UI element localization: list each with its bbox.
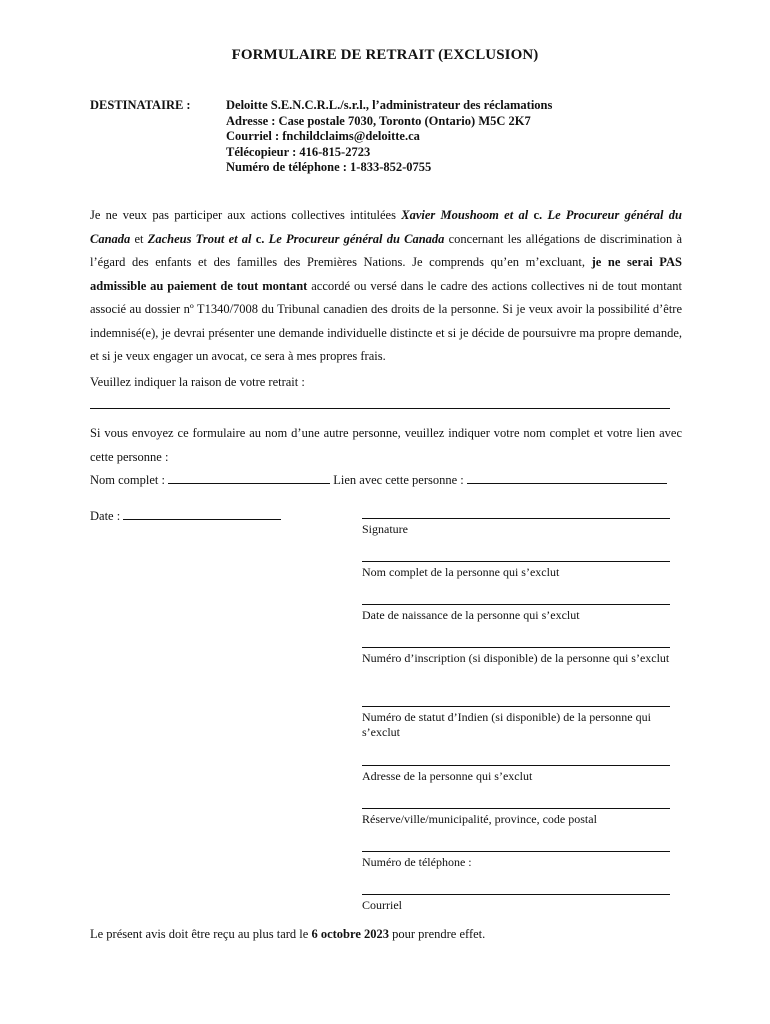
page-title: FORMULAIRE DE RETRAIT (EXCLUSION) <box>231 47 539 63</box>
reason-input-line[interactable] <box>90 408 670 409</box>
birth-date-line[interactable] <box>362 604 670 605</box>
recipient-phone: Numéro de téléphone : 1-833-852-0755 <box>226 160 432 174</box>
case-defendant-2: Le Procureur général du Canada <box>268 231 445 246</box>
full-name-excluded-label: Nom complet de la personne qui s’exclut <box>362 565 560 579</box>
city-province-label: Réserve/ville/municipalité, province, code postal <box>362 812 597 826</box>
date-label: Date : <box>90 509 121 523</box>
statement-bold-warning: je ne serai PAS admissible au paiement de tout montant <box>90 255 682 293</box>
recipient-fax: Télécopieur : 416-815-2723 <box>226 144 371 159</box>
statement-text-1: Je ne veux pas participer aux actions collectives intitulées <box>90 208 402 222</box>
deadline-date: 6 octobre 2023 <box>311 927 389 941</box>
address-label: Adresse de la personne qui s’exclut <box>362 769 533 783</box>
statement-text-2: et <box>130 231 148 246</box>
deadline-text-post: pour prendre effet. <box>389 927 486 941</box>
case-versus-1: c. <box>528 208 548 222</box>
birth-date-label: Date de naissance de la personne qui s’exclut <box>362 608 580 622</box>
full-name-input-line[interactable] <box>168 472 330 484</box>
phone-number-line[interactable] <box>362 851 670 852</box>
indian-status-number-label: Numéro de statut d’Indien (si disponible) de la personne qui s’exclut <box>362 710 651 739</box>
case-defendant-1: Le Procureur général du Canada <box>90 208 683 246</box>
date-row <box>90 508 281 524</box>
case-versus-2: c. <box>251 231 269 246</box>
case-name-2: Zacheus Trout et al <box>147 231 252 246</box>
exclusion-statement <box>90 204 682 369</box>
relation-label: Lien avec cette personne : <box>333 473 464 487</box>
recipient-name: Deloitte S.E.N.C.R.L./s.r.l., l’administrateur des réclamations <box>226 98 553 112</box>
address-line[interactable] <box>362 765 670 766</box>
email-line[interactable] <box>362 894 670 895</box>
city-province-line[interactable] <box>362 808 670 809</box>
statement-text-4: accordé ou versé dans le cadre des actions collectives ni de tout montant associé au dossier nº T1340/7008 du Tribunal canadien des droits de la personne. Si je veux avoir la possibilité d’être indemnisé(e), je devrai présenter une demande individuelle distincte et si je décide de poursuivre ma propre demande, et si je veux engager un avocat, ce sera à mes propres frais. <box>90 278 683 363</box>
relation-input-line[interactable] <box>467 472 667 484</box>
statement-text-3: concernant les allégations de discrimination à l’égard des enfants et des familles des Premières Nations. Je comprends qu’en m’excluant, <box>90 231 682 269</box>
signature-line[interactable] <box>362 518 670 519</box>
proxy-prompt: Si vous envoyez ce formulaire au nom d’une autre personne, veuillez indiquer votre nom complet et votre lien avec cette personne : <box>90 426 682 464</box>
indian-status-number-line[interactable] <box>362 706 670 707</box>
proxy-row <box>90 472 667 488</box>
deadline-notice <box>90 927 485 942</box>
registration-number-label: Numéro d’inscription (si disponible) de la personne qui s’exclut <box>362 651 670 665</box>
recipient-label: DESTINATAIRE : <box>90 98 191 112</box>
reason-prompt: Veuillez indiquer la raison de votre retrait : <box>90 375 305 389</box>
deadline-text-pre: Le présent avis doit être reçu au plus tard le <box>90 927 312 941</box>
full-name-excluded-line[interactable] <box>362 561 670 562</box>
recipient-block <box>226 98 552 176</box>
full-name-label: Nom complet : <box>90 473 165 487</box>
email-label: Courriel <box>362 898 402 912</box>
recipient-address: Adresse : Case postale 7030, Toronto (Ontario) M5C 2K7 <box>226 113 531 128</box>
signature-label: Signature <box>362 522 408 536</box>
recipient-email: Courriel : fnchildclaims@deloitte.ca <box>226 129 420 143</box>
date-input-line[interactable] <box>123 508 281 520</box>
case-name-1: Xavier Moushoom et al <box>401 208 529 222</box>
registration-number-line[interactable] <box>362 647 670 648</box>
phone-number-label: Numéro de téléphone : <box>362 855 472 869</box>
